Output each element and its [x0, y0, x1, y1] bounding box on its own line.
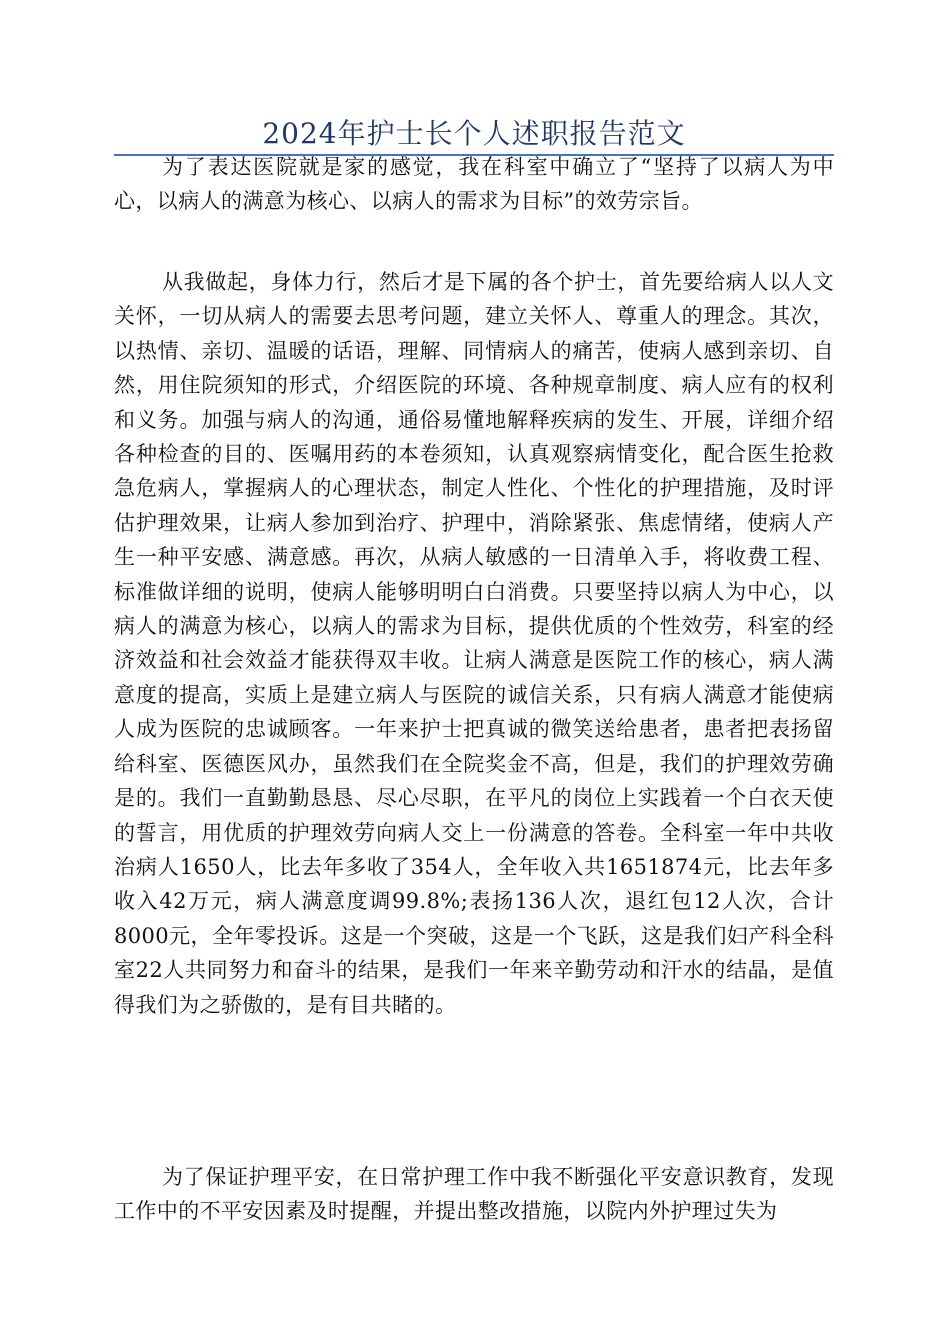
- paragraph-1: 为了表达医院就是家的感觉，我在科室中确立了“坚持了以病人为中心，以病人的满意为核心、以病人的需求为目标”的效劳宗旨。: [114, 155, 834, 214]
- paragraph-3: 为了保证护理平安，在日常护理工作中我不断强化平安意识教育，发现工作中的不平安因素及时提醒，并提出整改措施，以院内外护理过失为: [114, 1165, 834, 1224]
- document-title: 2024年护士长个人述职报告范文: [262, 117, 686, 150]
- paragraph-2: 从我做起，身体力行，然后才是下属的各个护士，首先要给病人以人文关怀，一切从病人的需要去思考问题，建立关怀人、尊重人的理念。其次，以热情、亲切、温暖的话语，理解、同情病人的痛苦，使病人感到亲切、自然，用住院须知的形式，介绍医院的环境、各种规章制度、病人应有的权利和义务。加强与病人的沟通，通俗易懂地解释疾病的发生、开展，详细介绍各种检查的目的、医嘱用药的本卷须知，认真观察病情变化，配合医生抢救急危病人，掌握病人的心理状态，制定人性化、个性化的护理措施，及时评估护理效果，让病人参加到治疗、护理中，消除紧张、焦虑情绪，使病人产生一种平安感、满意感。再次，从病人敏感的一日清单入手，将收费工程、标准做详细的说明，使病人能够明明白白消费。只要坚持以病人为中心，以病人的满意为核心，以病人的需求为目标，提供优质的个性效劳，科室的经济效益和社会效益才能获得双丰收。让病人满意是医院工作的核心，病人满意度的提高，实质上是建立病人与医院的诚信关系，只有病人满意才能使病人成为医院的忠诚顾客。一年来护士把真诚的微笑送给患者，患者把表扬留给科室、医德医风办，虽然我们在全院奖金不高，但是，我们的护理效劳确是的。我们一直勤勤恳恳、尽心尽职，在平凡的岗位上实践着一个白衣天使的誓言，用优质的护理效劳向病人交上一份满意的答卷。全科室一年中共收治病人1650人，比去年多收了354人，全年收入共1651874元，比去年多收入42万元，病人满意度调99.8%;表扬136人次，退红包12人次，合计8000元，全年零投诉。这是一个突破，这是一个飞跃，这是我们妇产科全科室22人共同努力和奋斗的结果，是我们一年来辛勤劳动和汗水的结晶，是值得我们为之骄傲的，是有目共睹的。: [114, 270, 834, 1017]
